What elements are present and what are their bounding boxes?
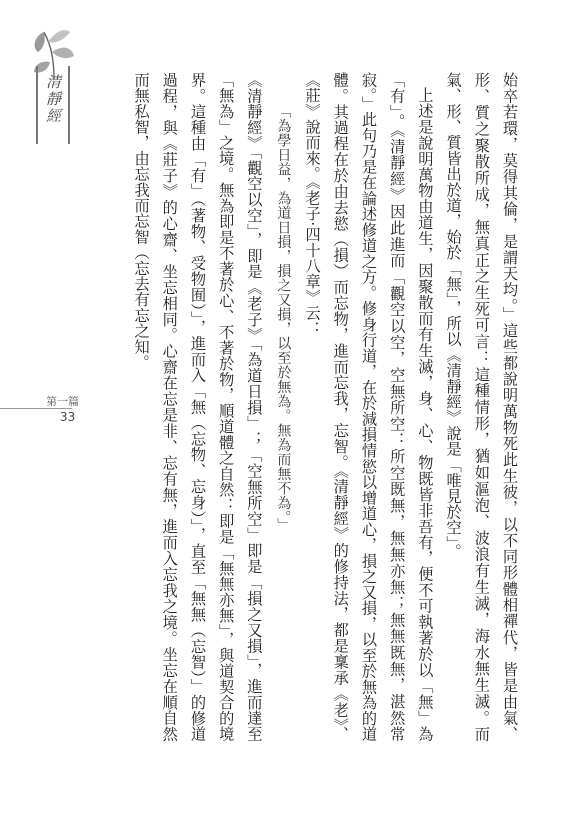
book-title: 清靜經 <box>44 74 62 125</box>
main-text <box>108 72 524 742</box>
paragraph: 《清靜經》「觀空以空」，即是《老子》「為道日損」；「空無所空」即是「損之又損」，進而達至「無為」之境。無為即是不著於心、不著於物，順道體之自然：即是「無無亦無」，與道契合的境界。這種由「有」（著物、受物囿）」，進而入「無（忘物、忘身）」，直至「無無（忘智）」的修道過程，與《莊子》的心齋、坐忘相同。心齋在忘是非、忘有無，進而入忘我之境。坐忘在順自然而無私智，由忘我而忘智（忘去有忘之知。 <box>132 72 264 742</box>
part-label: 第一篇 <box>46 395 79 408</box>
paragraph-continued: 始卒若環，莫得其倫，是謂天均。」這些都說明萬物死此生彼，以不同形體相禪代，皆是由氣、形、質之聚散所成，無真正之生死可言：這種情形，猶如漚泡、波浪有生滅，海水無生滅。而氣、形、質皆出於道，始於「無」，所以《清靜經》說是「唯見於空」。 <box>444 72 519 742</box>
block-quote: 「為學日益，為道日損，損之又損，以至於無為。無為而無不為。」 <box>275 104 292 532</box>
page-number: 33 <box>60 410 76 424</box>
paragraph: 上述是說明萬物由道生，因聚散而有生滅，身、心、物既皆非吾有，便不可執著於以「無」為「有」。《清靜經》因此進而「觀空以空，空無所空：所空既無，無無亦無；無無既無，湛然常寂。」此句乃是在論述修道之方。修身行道，在於減損情慾以增道心，損之又損，以至於無為的道體。其過程在於由去慾（損）而忘物，進而忘我，忘智。《清靜經》的修持法，都是稟承《老》、《莊》說而來。《老子‧四十八章》云： <box>303 72 435 742</box>
